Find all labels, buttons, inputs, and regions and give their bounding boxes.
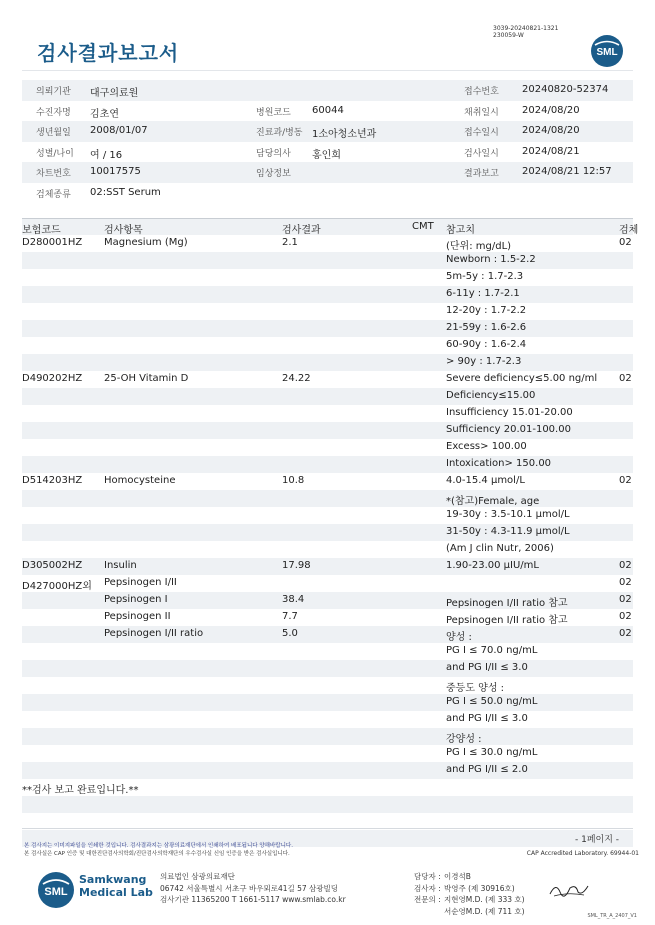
row-specimen: 02 (619, 237, 632, 248)
info-label: 결과보고 (464, 169, 499, 179)
row-reference: and PG I/II ≤ 3.0 (446, 713, 528, 724)
info-label: 의뢰기관 (36, 87, 71, 97)
row-reference: Pepsinogen I/II ratio 참고 (446, 615, 568, 626)
row-item: 25-OH Vitamin D (104, 373, 189, 384)
row-code: D427000HZ외 (22, 581, 92, 592)
info-value: 대구의료원 (90, 88, 139, 99)
table-row (22, 660, 633, 677)
header-specimen: 검체 (619, 225, 639, 236)
sml-logo-icon (590, 34, 624, 68)
row-specimen: 02 (619, 611, 632, 622)
table-row (22, 473, 633, 490)
row-reference: Excess> 100.00 (446, 441, 527, 452)
lab-info (160, 871, 346, 906)
row-reference: 4.0-15.4 μmol/L (446, 475, 525, 486)
table-row (22, 269, 633, 286)
info-label: 임상정보 (256, 169, 291, 179)
info-label: 검체종류 (36, 189, 71, 200)
info-value: 10017575 (90, 166, 141, 177)
header-code: 보험코드 (22, 225, 61, 236)
row-reference: 1.90-23.00 μIU/mL (446, 560, 539, 571)
brand-name (79, 873, 153, 899)
row-reference: 31-50y : 4.3-11.9 μmol/L (446, 526, 570, 537)
row-code: D305002HZ (22, 560, 83, 571)
patient-info-table (22, 80, 633, 203)
table-row (22, 694, 633, 711)
info-value: 2024/08/21 (522, 145, 580, 157)
row-reference: Intoxication> 150.00 (446, 458, 552, 469)
table-row (22, 558, 633, 575)
info-row (22, 162, 633, 183)
signer-name: 서순영M.D. (제 711 호) (444, 906, 525, 916)
signature-icon (548, 880, 590, 900)
table-row (22, 677, 633, 694)
info-value: 2008/01/07 (90, 125, 148, 136)
table-row (22, 405, 633, 422)
row-reference: 19-30y : 3.5-10.1 μmol/L (446, 509, 570, 520)
row-reference: (단위: mg/dL) (446, 241, 512, 252)
table-row (22, 354, 633, 371)
row-result: 38.4 (282, 594, 305, 605)
lab-name: 의료법인 삼광의료재단 (160, 872, 235, 881)
signer-role: 전문의 : (414, 895, 441, 904)
info-value: 02:SST Serum (90, 186, 161, 198)
signer-line (414, 906, 525, 918)
info-label: 접수일시 (464, 128, 499, 138)
row-reference: 5m-5y : 1.7-2.3 (446, 271, 524, 282)
document-code (493, 25, 558, 39)
table-row (22, 728, 633, 745)
row-reference: (Am J clin Nutr, 2006) (446, 543, 554, 554)
table-row (22, 371, 633, 388)
row-specimen: 02 (619, 373, 632, 384)
table-row (22, 235, 633, 252)
info-label: 병원코드 (256, 107, 291, 118)
row-reference: *(참고)Female, age (446, 496, 540, 507)
table-row (22, 507, 633, 524)
info-label: 진료과/병동 (256, 128, 303, 138)
signer-name: 지현영M.D. (제 333 호) (444, 895, 525, 904)
row-reference: Sufficiency 20.01-100.00 (446, 424, 571, 435)
row-code: **검사 보고 완료입니다.** (22, 785, 139, 796)
row-reference: 중등도 양성 : (446, 683, 505, 694)
info-label: 접수번호 (464, 87, 499, 97)
row-reference: 60-90y : 1.6-2.4 (446, 339, 527, 350)
row-reference: and PG I/II ≤ 3.0 (446, 662, 528, 673)
document-code-line-1: 3039-20240821-1321 (493, 25, 559, 32)
row-code: D490202HZ (22, 373, 83, 384)
table-row (22, 575, 633, 592)
table-row (22, 337, 633, 354)
info-label: 담당의사 (256, 148, 291, 159)
table-row (22, 388, 633, 405)
row-reference: 21-59y : 1.6-2.6 (446, 322, 527, 333)
row-reference: Pepsinogen I/II ratio 참고 (446, 598, 568, 609)
row-item: Magnesium (Mg) (104, 237, 188, 248)
info-value: 20240820-52374 (522, 84, 609, 95)
row-result: 5.0 (282, 628, 298, 639)
header-item: 검사항목 (104, 225, 143, 236)
signer-role: 담당자 : (414, 872, 441, 881)
results-header-row (22, 218, 639, 236)
info-value: 김초연 (90, 108, 119, 120)
row-specimen: 02 (619, 628, 632, 639)
row-reference: 12-20y : 1.7-2.2 (446, 305, 527, 316)
brand-line-1: Samkwang (79, 873, 147, 886)
row-specimen: 02 (619, 577, 632, 588)
row-reference: 양성 : (446, 632, 472, 643)
info-row (22, 142, 633, 163)
table-row (22, 286, 633, 303)
lab-contact: 검사기관 11365200 T 1661-5117 www.smlab.co.kr (160, 895, 346, 904)
info-label: 채취일시 (464, 107, 499, 118)
info-row (22, 183, 633, 204)
header-cmt: CMT (412, 221, 434, 232)
signer-name: 이경석B (444, 872, 471, 881)
row-reference: and PG I/II ≤ 2.0 (446, 764, 528, 775)
document-code-line-2: 230059-W (493, 32, 524, 39)
table-row (22, 303, 633, 320)
header-result: 검사결과 (282, 225, 321, 236)
row-item: Homocysteine (104, 475, 176, 486)
table-row (22, 643, 633, 660)
table-row (22, 779, 633, 796)
info-value: 2024/08/21 12:57 (522, 166, 612, 177)
row-specimen: 02 (619, 594, 632, 605)
row-item: Pepsinogen I/II (104, 577, 177, 588)
row-result: 17.98 (282, 560, 311, 571)
results-table (22, 218, 639, 847)
signer-role: 검사자 : (414, 883, 441, 893)
row-reference: Severe deficiency≤5.00 ng/ml (446, 373, 598, 384)
info-value: 2024/08/20 (522, 104, 580, 116)
row-reference: Newborn : 1.5-2.2 (446, 254, 536, 265)
row-item: Pepsinogen I/II ratio (104, 628, 204, 639)
row-item: Pepsinogen II (104, 611, 171, 622)
info-label: 생년월일 (36, 128, 71, 138)
brand-line-2: Medical Lab (79, 886, 153, 899)
info-value: 2024/08/20 (522, 125, 580, 136)
table-row (22, 252, 633, 269)
info-value: 60044 (312, 104, 344, 116)
row-result: 10.8 (282, 475, 305, 486)
info-label: 성별/나이 (36, 148, 74, 159)
row-code: D280001HZ (22, 237, 83, 248)
row-reference: PG I ≤ 30.0 ng/mL (446, 747, 538, 758)
notice-line-1: 본 검사지는 이미지파일을 인쇄한 것입니다. 검사결과지는 삼광의료재단에서 인쇄하여 배포됩니다 양해바랍니다. (24, 843, 293, 849)
table-row (22, 711, 633, 728)
row-item: Insulin (104, 560, 137, 571)
table-row (22, 592, 633, 609)
signer-line (414, 883, 525, 895)
table-row (22, 626, 633, 643)
lab-address: 06742 서울특별시 서초구 바우뫼로41길 57 삼광빌딩 (160, 883, 339, 893)
table-row (22, 541, 633, 558)
table-row (22, 422, 633, 439)
table-row (22, 745, 633, 762)
signer-line (414, 871, 525, 883)
row-specimen: 02 (619, 475, 632, 486)
row-code: D514203HZ (22, 475, 83, 486)
row-result: 24.22 (282, 373, 311, 384)
info-row (22, 121, 633, 142)
row-result: 2.1 (282, 237, 298, 248)
cap-accreditation: CAP Accredited Laboratory. 69944-01 (526, 850, 639, 857)
info-value: 1소아청소년과 (312, 129, 377, 140)
sml-bottom-logo-icon (37, 871, 75, 909)
info-label: 수진자명 (36, 107, 71, 118)
info-value: 여 / 16 (90, 149, 123, 161)
page-number: - 1페이지 - (575, 835, 620, 845)
notice (24, 842, 293, 858)
info-row (22, 80, 633, 101)
row-reference: Deficiency≤15.00 (446, 390, 536, 401)
table-row (22, 762, 633, 779)
row-reference: PG I ≤ 70.0 ng/mL (446, 645, 538, 656)
row-reference: 강양성 : (446, 734, 482, 745)
page-title: 검사결과보고서 (37, 41, 180, 65)
table-row (22, 490, 633, 507)
table-row (22, 524, 633, 541)
row-reference: PG I ≤ 50.0 ng/mL (446, 696, 538, 707)
table-row (22, 456, 633, 473)
row-reference: > 90y : 1.7-2.3 (446, 356, 522, 367)
info-row (22, 101, 633, 122)
table-row (22, 609, 633, 626)
row-specimen: 02 (619, 560, 632, 571)
table-row (22, 796, 633, 813)
row-item: Pepsinogen I (104, 594, 168, 605)
table-row (22, 439, 633, 456)
signers (414, 871, 525, 917)
table-row (22, 320, 633, 337)
header-reference: 참고치 (446, 225, 475, 236)
sml-logo-text: SML (596, 47, 618, 58)
row-result: 7.7 (282, 611, 298, 622)
info-label: 차트번호 (36, 169, 71, 179)
row-reference: 6-11y : 1.7-2.1 (446, 288, 520, 299)
info-label: 검사일시 (464, 148, 499, 159)
signer-name: 박영주 (제 30916호) (444, 883, 515, 893)
sml-bottom-logo-text: SML (44, 886, 68, 898)
info-value: 홍인희 (312, 149, 341, 161)
header-divider (22, 70, 633, 71)
footer-divider (22, 828, 633, 829)
signer-line (414, 894, 525, 906)
form-code: SML_TR_A_2407_V1 (587, 913, 637, 919)
notice-line-2: 본 검사실은 CAP 인증 및 대한진단검사의학회/진단검사의학재단의 우수검사실 신임 인증을 받은 검사실입니다. (24, 851, 290, 857)
row-reference: Insufficiency 15.01-20.00 (446, 407, 573, 418)
